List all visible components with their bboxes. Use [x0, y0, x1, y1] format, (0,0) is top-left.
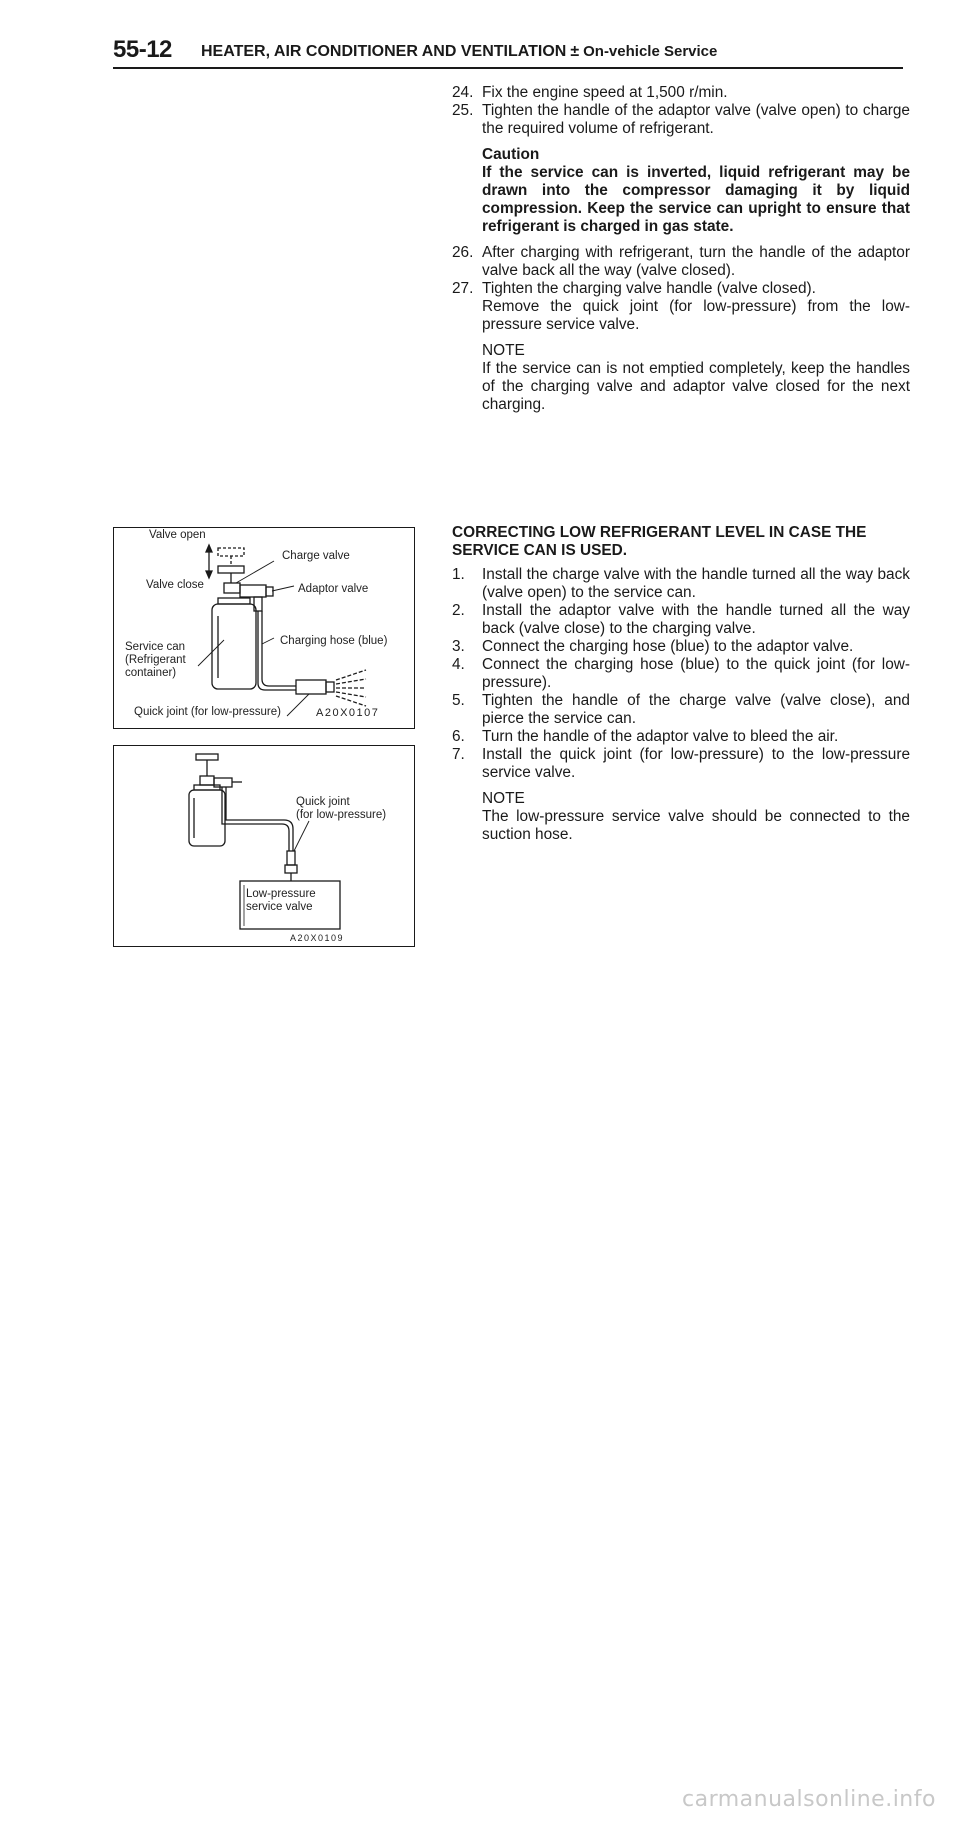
step-24: [452, 84, 910, 102]
step-text: Install the charge valve with the handle turned all the way back (valve open) to the service can.: [482, 566, 910, 601]
section-title: [201, 43, 717, 61]
step-text: Connect the charging hose (blue) to the quick joint (for low-pressure).: [482, 656, 910, 691]
step-number: 24.: [452, 84, 474, 101]
step-text: Install the adaptor valve with the handle turned all the way back (valve close) to the charging valve.: [482, 602, 910, 637]
label-adaptor-valve: Adaptor valve: [298, 583, 369, 595]
service-can-illustration: [114, 528, 414, 728]
step-4: [452, 656, 910, 692]
step-26: [452, 244, 910, 280]
step-text: After charging with refrigerant, turn the handle of the adaptor valve back all the way (valve closed).: [482, 244, 910, 279]
step-5: [452, 692, 910, 728]
figure-code: A20X0107: [316, 707, 380, 719]
correcting-procedure: [452, 524, 910, 844]
step-number: 26.: [452, 244, 474, 261]
label-lp-valve-sub: service valve: [246, 901, 313, 913]
step-number: 27.: [452, 280, 474, 297]
low-pressure-illustration: [114, 746, 414, 946]
title-separator: ±: [570, 43, 580, 60]
section-heading: CORRECTING LOW REFRIGERANT LEVEL IN CASE THE SERVICE CAN IS USED.: [452, 524, 867, 559]
step-number: 7.: [452, 746, 465, 763]
step-number: 6.: [452, 728, 465, 745]
figure-service-can-setup: [113, 527, 415, 729]
step-text: Connect the charging hose (blue) to the adaptor valve.: [482, 638, 854, 655]
label-service-can-2: (Refrigerant: [125, 654, 186, 666]
step-text: Tighten the charging valve handle (valve closed).: [482, 280, 816, 297]
caution-text: If the service can is inverted, liquid refrigerant may be drawn into the compressor damaging it by liquid compression. Keep the service can upright to ensure that refrigerant is charged in gas state.: [482, 164, 910, 235]
label-charging-hose: Charging hose (blue): [280, 635, 388, 647]
step-number: 25.: [452, 102, 474, 119]
step-number: 3.: [452, 638, 465, 655]
step-text: Install the quick joint (for low-pressure) to the low-pressure service valve.: [482, 746, 910, 781]
step-25: [452, 102, 910, 138]
figure-low-pressure-connection: [113, 745, 415, 947]
step-number: 2.: [452, 602, 465, 619]
step-27: [452, 280, 910, 298]
label-valve-close: Valve close: [146, 579, 204, 591]
label-charge-valve: Charge valve: [282, 550, 350, 562]
figure-code: A20X0109: [290, 933, 345, 943]
step-number: 1.: [452, 566, 465, 583]
step-3: [452, 638, 910, 656]
step-text: Tighten the handle of the adaptor valve (valve open) to charge the required volume of refrigerant.: [482, 102, 910, 137]
note-label: NOTE: [482, 790, 525, 807]
label-lp-valve: Low-pressure: [246, 888, 316, 900]
note-label: NOTE: [482, 342, 525, 359]
step-number: 4.: [452, 656, 465, 673]
header-rule: [113, 67, 903, 69]
caution-label: Caution: [482, 146, 540, 163]
step-text: Tighten the handle of the charge valve (valve close), and pierce the service can.: [482, 692, 910, 727]
step-6: [452, 728, 910, 746]
label-valve-open: Valve open: [149, 529, 206, 541]
label-service-can-1: Service can: [125, 641, 186, 653]
step-7: [452, 746, 910, 782]
charging-procedure: [452, 84, 910, 414]
page-number: 55-12: [113, 36, 172, 63]
step-number: 5.: [452, 692, 465, 709]
page-header: [113, 36, 903, 68]
step-text: Turn the handle of the adaptor valve to bleed the air.: [482, 728, 839, 745]
subsection-title: On-vehicle Service: [583, 43, 718, 60]
label-quick-joint-sub: (for low-pressure): [296, 809, 387, 821]
step-2: [452, 602, 910, 638]
step-27-continued: Remove the quick joint (for low-pressure) from the low-pressure service valve.: [482, 298, 910, 333]
label-quick-joint: Quick joint (for low-pressure): [134, 706, 281, 718]
site-watermark: carmanualsonline.info: [682, 1787, 936, 1812]
note-text: The low-pressure service valve should be connected to the suction hose.: [482, 808, 910, 843]
label-quick-joint: Quick joint: [296, 796, 350, 808]
step-text: Fix the engine speed at 1,500 r/min.: [482, 84, 728, 101]
step-1: [452, 566, 910, 602]
note-text: If the service can is not emptied completely, keep the handles of the charging valve and adaptor valve closed for the next charging.: [482, 360, 910, 413]
label-service-can-3: container): [125, 667, 177, 679]
section-title-text: HEATER, AIR CONDITIONER AND VENTILATION: [201, 43, 567, 60]
